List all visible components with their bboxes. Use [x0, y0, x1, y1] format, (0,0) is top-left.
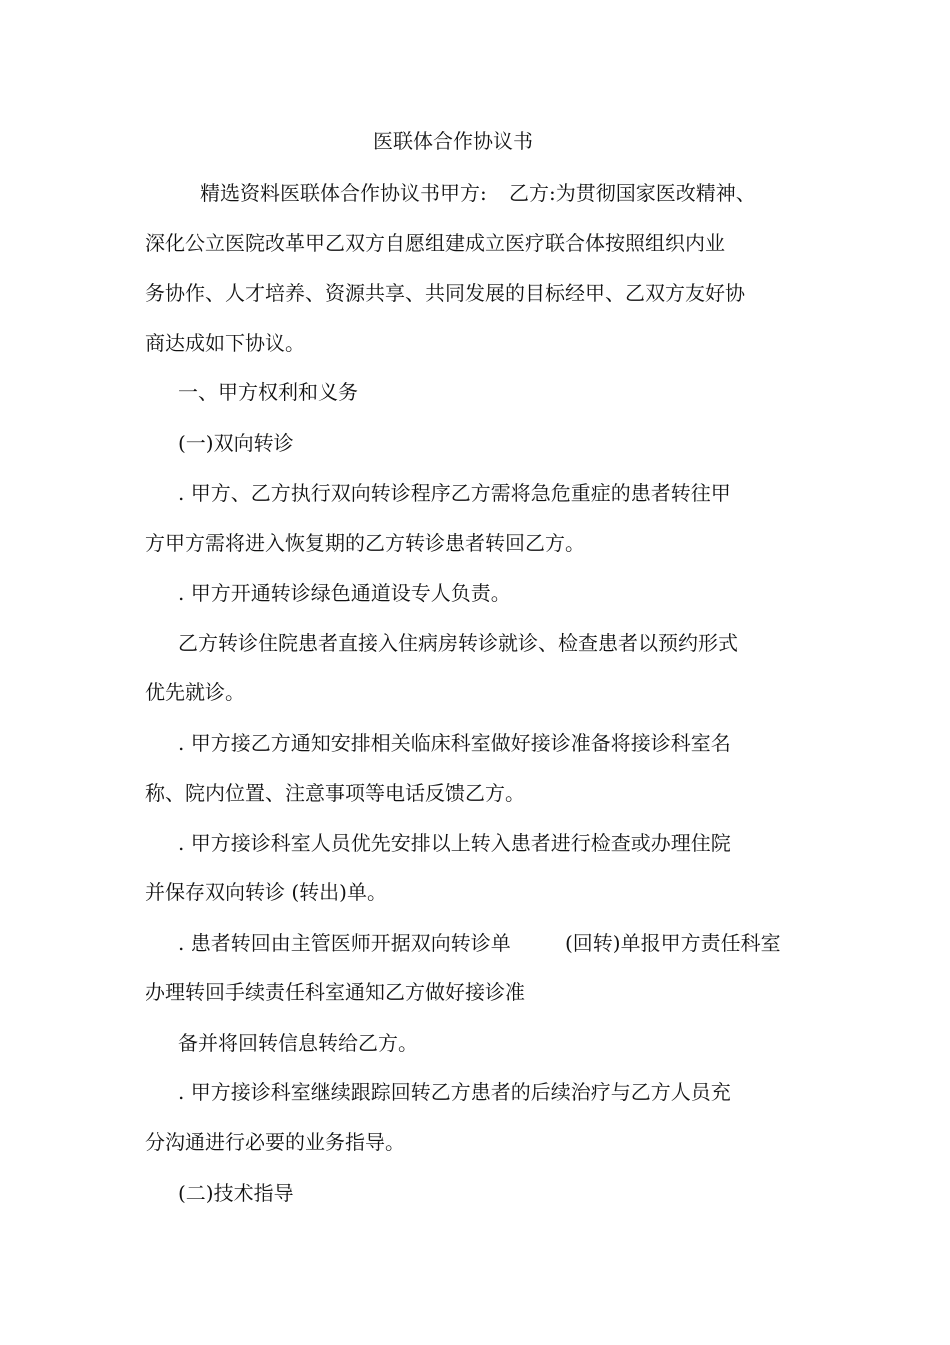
paragraph-line: 深化公立医院改革甲乙双方自愿组建成立医疗联合体按照组织内业 — [145, 231, 725, 255]
section-heading: 一、甲方权利和义务 — [178, 380, 358, 404]
paragraph-line: 精选资料医联体合作协议书甲方: — [200, 181, 487, 205]
list-item-line: 称、院内位置、注意事项等电话反馈乙方。 — [145, 781, 525, 805]
list-item-line: . 甲方接乙方通知安排相关临床科室做好接诊准备将接诊科室名 — [178, 731, 731, 755]
list-item-line: 方甲方需将进入恢复期的乙方转诊患者转回乙方。 — [145, 531, 585, 555]
list-item-line: . 甲方、乙方执行双向转诊程序乙方需将急危重症的患者转往甲 — [178, 481, 731, 505]
list-item-line: . 患者转回由主管医师开据双向转诊单 — [178, 931, 511, 955]
list-item-line: . 甲方开通转诊绿色通道设专人负责。 — [178, 581, 511, 605]
list-item-line: 分沟通进行必要的业务指导。 — [145, 1130, 405, 1154]
list-item-line: 优先就诊。 — [145, 680, 245, 704]
list-item-line: . 甲方接诊科室继续跟踪回转乙方患者的后续治疗与乙方人员充 — [178, 1080, 731, 1104]
paragraph-line: 乙方:为贯彻国家医改精神、 — [509, 181, 756, 205]
subsection-heading: (二)技术指导 — [178, 1181, 294, 1205]
document-title: 医联体合作协议书 — [373, 129, 533, 153]
paragraph-line: 务协作、人才培养、资源共享、共同发展的目标经甲、乙双方友好协 — [145, 281, 745, 305]
list-item-line: 办理转回手续责任科室通知乙方做好接诊准 — [145, 980, 525, 1004]
list-item-line: . 甲方接诊科室人员优先安排以上转入患者进行检查或办理住院 — [178, 831, 731, 855]
paragraph-line: 商达成如下协议。 — [145, 331, 305, 355]
list-item-line: 乙方转诊住院患者直接入住病房转诊就诊、检查患者以预约形式 — [178, 631, 738, 655]
list-item-line: 备并将回转信息转给乙方。 — [178, 1031, 418, 1055]
subsection-heading: (一)双向转诊 — [178, 431, 294, 455]
list-item-line: (回转)单报甲方责任科室 — [565, 931, 781, 955]
list-item-line: 并保存双向转诊 (转出)单。 — [145, 880, 387, 904]
